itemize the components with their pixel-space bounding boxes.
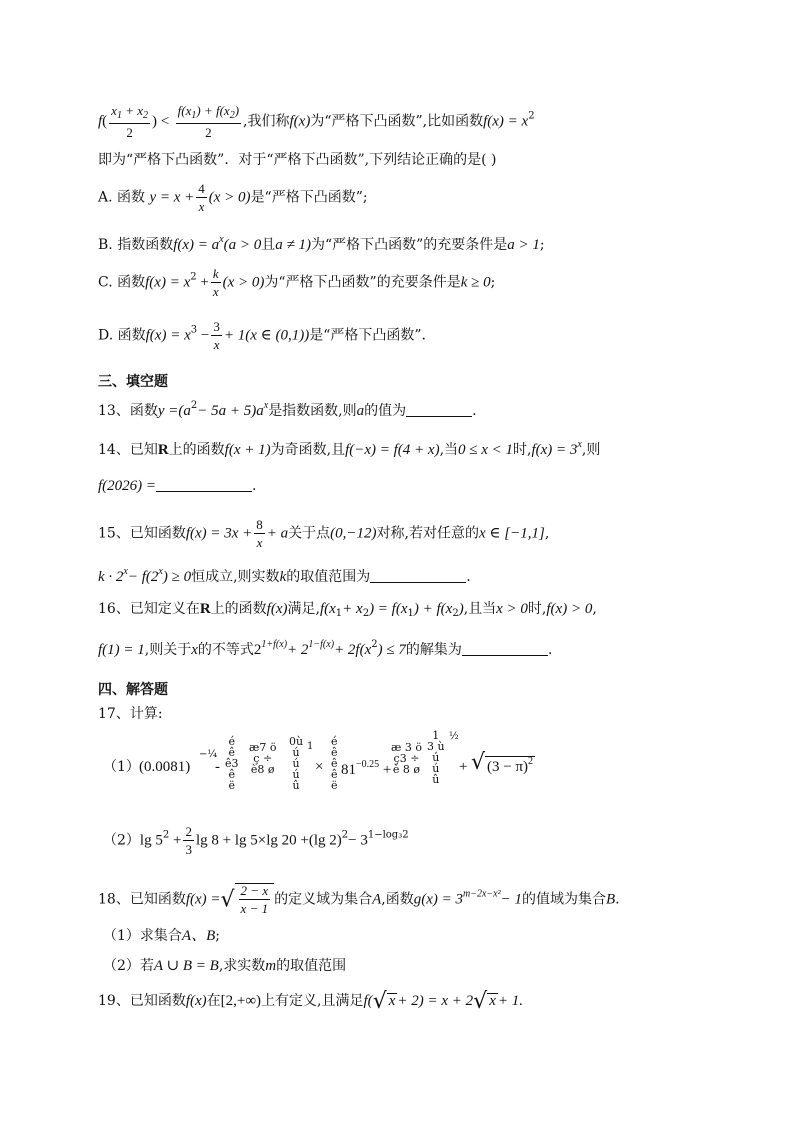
question-14: 14、已知R上的函数f(x + 1)为奇函数,且f(−x) = f(4 + x),当0 ≤ x < 1时$,f(x) = 3^x$,则 xyxy=(98,439,601,458)
question-19: 19、已知函数f(x)在[2,+∞)上有定义,且满足f(√ x + 2) = x + 2√ x + 1. xyxy=(98,989,523,1014)
question-16-cont: f(1) = 1,则关于x的不等式$2^{1+f(x)}+ 2^{1-f(x)}+ 2f(x^2) \le 7$的解集为 . xyxy=(98,639,553,658)
question-17: 17、计算: xyxy=(98,706,163,722)
question-18-part-2: （2）若A ∪ B = B,求实数m的取值范围 xyxy=(103,958,347,974)
garbled-equation-icon: é ê ê3 ê ë xyxy=(225,735,239,792)
question-18: 18、已知函数f(x) =√ $\frac{2 - x}{x - 1}$ 的定义域为集合A,函数$g(x) = 3^{m-2x-x^2}- 1$的值域为集合B. xyxy=(98,883,620,916)
question-13: 13、函数$y =(a^2- 5a + 5)a^x$是指数函数,则a的值为 . xyxy=(98,400,477,419)
option-d: D. 函数$f(x) = x^3$ − $\frac{3}{x}$ + 1(x ∈ (0,1))是“严格下凸函数”. xyxy=(98,319,426,352)
question-18-part-1: （1）求集合A、B; xyxy=(103,928,220,944)
question-16: 16、已知定义在R上的函数f(x)满足$,f(x_1+ x_2) = f(x_1) + f(x_2)$,且当x > 0时,f(x) > 0, xyxy=(98,601,597,619)
line1-tail: ,我们称 xyxy=(243,113,290,130)
question-15-cont: $k \cdot 2^x- f(2^x) \ge 0$恒成立,则实数k的取值范围为 . xyxy=(98,566,471,585)
option-a: A. 函数 y = x + $\frac{4}{x}$ (x > 0)是“严格下凸函数”; xyxy=(98,181,368,214)
answer-blank-14[interactable] xyxy=(156,479,252,492)
answer-blank-13[interactable] xyxy=(406,404,472,417)
option-b: B. 指数函数$f(x) = a^x(a > 0$且a ≠ 1)为“严格下凸函数”的充要条件是a > 1; xyxy=(98,234,545,253)
section-title-answer: 四、解答题 xyxy=(98,682,168,698)
section-title-fill-blank: 三、填空题 xyxy=(98,374,168,390)
answer-blank-16[interactable] xyxy=(462,643,548,656)
line-2: 即为“严格下凸函数”．对于“严格下凸函数”,下列结论正确的是( ) xyxy=(98,152,497,168)
question-17-part-2: （2）lg $5^2$ + $\frac{2}{3}$ lg 8 + lg 5×lg 20 +(lg $2)^2- 3^{1-log_32}$ xyxy=(103,824,409,857)
question-14-cont: f(2026) = . xyxy=(98,478,257,494)
answer-blank-15[interactable] xyxy=(370,570,466,583)
option-c: C. 函数$f(x) = x^2$ + $\frac{k}{x}$ (x > 0)为“严格下凸函数”的充要条件是k ≥ 0; xyxy=(98,266,496,299)
line-1: f( $\frac{x_1 + x_2}{2}$ ) < $\frac{f(x_1) + f(x_2)}{2}$ ,我们称f(x)为“严格下凸函数”,比如函数$f(x) = x^2$ xyxy=(98,103,535,140)
question-15: 15、已知函数f(x) = 3x + $\frac{8}{x}$ + a关于点(0,−12)对称,若对任意的x ∈ [−1,1], xyxy=(98,517,550,550)
